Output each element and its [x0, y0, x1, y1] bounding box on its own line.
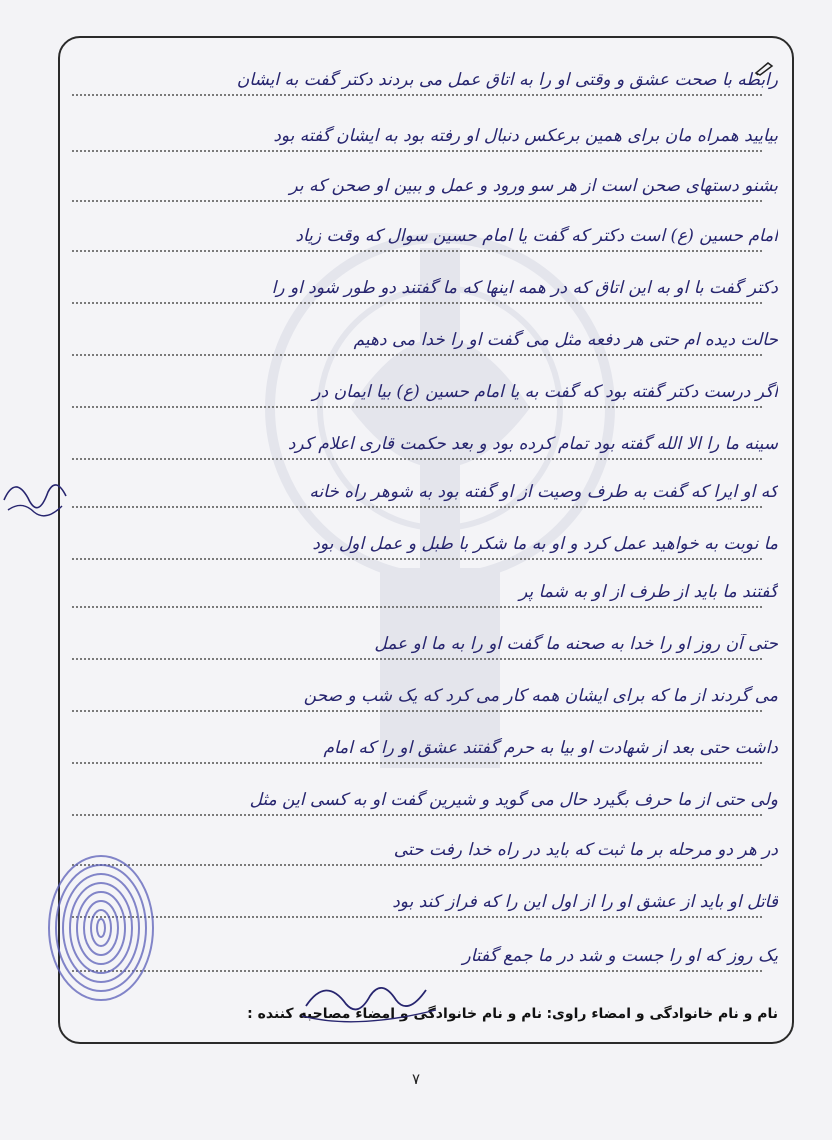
handwritten-line: بشنو دستهای صحن است از هر سو ورود و عمل و ببین او صحن که بر: [289, 176, 778, 196]
handwritten-line: در هر دو مرحله بر ما ثبت که باید در راه خدا رفت حتی: [393, 840, 778, 860]
interviewer-signature-label: نام و نام خانوادگی و امضاء مصاحبه کننده :: [247, 1006, 542, 1022]
page-number: ۷: [411, 1070, 421, 1088]
handwritten-line: گفتند ما باید از طرف از او به شما پر: [519, 582, 778, 602]
narrator-signature-label: نام و نام خانوادگی و امضاء راوی:: [546, 1006, 778, 1022]
handwritten-line: امام حسین (ع) است دکتر که گفت یا امام حسین سوال که وقت زیاد: [295, 226, 778, 246]
handwritten-line: اگر درست دکتر گفته بود که گفت به یا امام حسین (ع) بیا ایمان در: [312, 382, 778, 402]
ruled-line: [72, 710, 762, 712]
ruled-line: [72, 200, 762, 202]
handwritten-line: که او ایرا که گفت به طرف وصیت از او گفته بود به شوهر راه خانه: [309, 482, 778, 502]
ruled-line: [72, 250, 762, 252]
ruled-line: [72, 864, 762, 866]
handwritten-line: ولی حتی از ما حرف بگیرد حال می گوید و شیرین گفت او به کسی این مثل: [249, 790, 778, 810]
handwritten-line: رابطه با صحت عشق و وقتی او را به اتاق عمل می بردند دکتر گفت به ایشان: [236, 70, 778, 90]
ruled-line: [72, 406, 762, 408]
ruled-line: [72, 606, 762, 608]
handwritten-line: دکتر گفت با او به این اتاق که در همه اینها که ما گفتند دو طور شود او را: [271, 278, 778, 298]
ruled-line: [72, 814, 762, 816]
ruled-line: [72, 354, 762, 356]
margin-note-icon: [0, 470, 70, 530]
ruled-line: [72, 558, 762, 560]
ruled-line: [72, 302, 762, 304]
ruled-line: [72, 150, 762, 152]
handwritten-line: حتی آن روز او را خدا به صحنه ما گفت او را به ما او عمل: [374, 634, 778, 654]
handwritten-line: بیایید همراه مان برای همین برعکس دنبال او رفته بود به ایشان گفته بود: [273, 126, 778, 146]
interviewer-signature-icon: [296, 966, 446, 1026]
ruled-line: [72, 916, 762, 918]
fingerprint-icon: [42, 848, 160, 1008]
ruled-line: [72, 506, 762, 508]
handwritten-line: یک روز که او را جست و شد در ما جمع گفتار: [462, 946, 778, 966]
handwritten-line: داشت حتی بعد از شهادت او بیا به حرم گفتند عشق او را که امام: [323, 738, 778, 758]
ruled-line: [72, 94, 762, 96]
handwritten-line: ما نوبت به خواهید عمل کرد و او به ما شکر با طبل و عمل اول بود: [312, 534, 778, 554]
handwritten-line: حالت دیده ام حتی هر دفعه مثل می گفت او را خدا می دهیم: [353, 330, 778, 350]
ruled-line: [72, 762, 762, 764]
handwritten-line: قاتل او باید از عشق او را از اول این را که فراز کند بود: [392, 892, 778, 912]
handwritten-line: سینه ما را الا الله گفته بود تمام کرده بود و بعد حکمت قاری اعلام کرد: [287, 434, 778, 454]
ruled-line: [72, 458, 762, 460]
ruled-line: [72, 658, 762, 660]
page-frame: [58, 36, 794, 1044]
handwritten-line: می گردند از ما که برای ایشان همه کار می کرد که یک شب و صحن: [303, 686, 778, 706]
